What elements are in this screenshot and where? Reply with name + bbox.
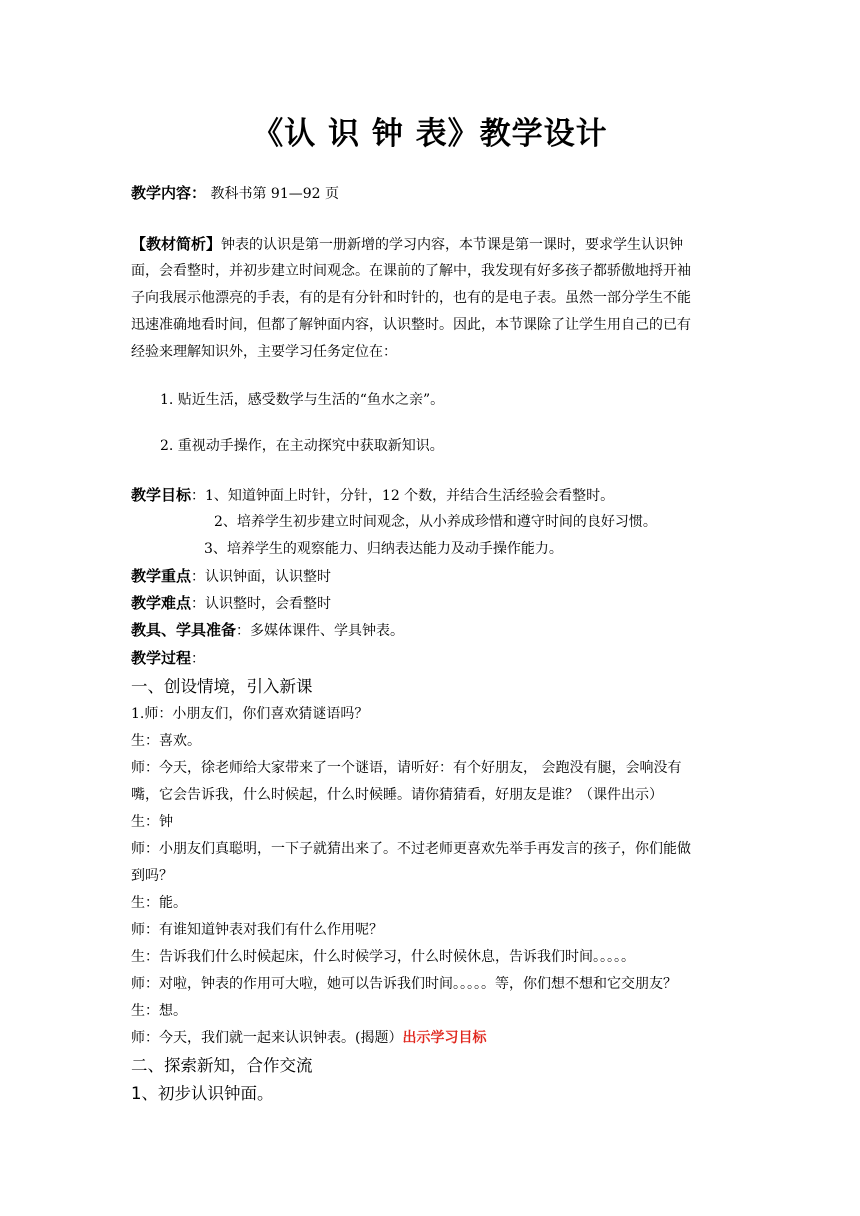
dialogue-line: 生：钟 [131, 814, 173, 830]
dialogue-line: 师：小朋友们真聪明，一下子就猜出来了。不过老师更喜欢先举手再发言的孩子，你们能做 [131, 841, 691, 857]
teaching-content-text: 教科书第 91—92 页 [210, 186, 339, 202]
dialogue-line: 1.师：小朋友们，你们喜欢猜谜语吗？ [131, 706, 369, 722]
dialogue-line: 生：喜欢。 [131, 733, 201, 749]
goals-line-2: 2、培养学生初步建立时间观念，从小养成珍惜和遵守时间的良好习惯。 [214, 514, 657, 530]
task-item-2: 2. 重视动手操作，在主动探究中获取新知识。 [160, 438, 444, 454]
analysis-label: 【教材简析】 [131, 235, 222, 253]
key-point-label: 教学重点 [131, 567, 192, 585]
dialogue-line: 师：有谁知道钟表对我们有什么作用呢？ [131, 922, 383, 938]
dialogue-line: 生：能。 [131, 895, 187, 911]
dialogue-line: 嘴，它会告诉我，什么时候起，什么时候睡。请你猜猜看，好朋友是谁？（课件出示） [131, 787, 663, 803]
tools: 教具、学具准备：多媒体课件、学具钟表。 [131, 621, 405, 639]
dialogue-line: 师：今天，徐老师给大家带来了一个谜语，请听好：有个好朋友， 会跑没有腿，会响没有 [131, 760, 682, 776]
dialogue-line: 师：对啦，钟表的作用可大啦，她可以告诉我们时间。。。。。等，你们想不想和它交朋友？ [131, 976, 677, 992]
dialogue-line: 生：想。 [131, 1003, 187, 1019]
goals-line-1: 教学目标：1、知道钟面上时针，分针，12 个数，并结合生活经验会看整时。 [131, 486, 615, 504]
teaching-content-label: 教学内容： [131, 184, 207, 202]
section-2-subheading: 1、初步认识钟面。 [131, 1084, 274, 1103]
dialogue-line: 生：告诉我们什么时候起床，什么时候学习，什么时候休息，告诉我们时间。。。。。 [131, 949, 635, 965]
process: 教学过程： [131, 649, 206, 667]
difficulty: 教学难点：认识整时，会看整时 [131, 594, 332, 612]
analysis-line-2: 面，会看整时，并初步建立时间观念。在课前的了解中，我发现有好多孩子都骄傲地捋开袖 [131, 263, 691, 279]
analysis-line-3: 子向我展示他漂亮的手表，有的是有分针和时针的，也有的是电子表。虽然一部分学生不能 [131, 290, 691, 306]
goals-line-3: 3、培养学生的观察能力、归纳表达能力及动手操作能力。 [204, 541, 563, 557]
process-label: 教学过程 [131, 649, 192, 667]
analysis-line-5: 经验来理解知识外，主要学习任务定位在： [131, 344, 397, 360]
page-title: 《认 识 钟 表》教学设计 [252, 116, 608, 152]
analysis-line-4: 迅速准确地看时间，但都了解钟面内容，认识整时。因此，本节课除了让学生用自己的已有 [131, 317, 691, 333]
goals-label: 教学目标 [131, 486, 192, 504]
task-item-1: 1. 贴近生活，感受数学与生活的“鱼水之亲”。 [160, 392, 445, 408]
section-2-heading: 二、探索新知，合作交流 [131, 1056, 313, 1075]
section-1-heading: 一、创设情境，引入新课 [131, 677, 313, 696]
show-objectives-highlight: 出示学习目标 [402, 1030, 487, 1046]
difficulty-label: 教学难点 [131, 594, 192, 612]
teaching-content [131, 183, 339, 204]
tools-label: 教具、学具准备 [131, 621, 237, 639]
dialogue-line-last: 师：今天，我们就一起来认识钟表。(揭题）出示学习目标 [131, 1030, 487, 1046]
key-point: 教学重点：认识钟面，认识整时 [131, 567, 332, 585]
dialogue-line: 到吗？ [131, 868, 173, 884]
analysis-line-1: 【教材简析】钟表的认识是第一册新增的学习内容，本节课是第一课时，要求学生认识钟 [131, 235, 684, 253]
